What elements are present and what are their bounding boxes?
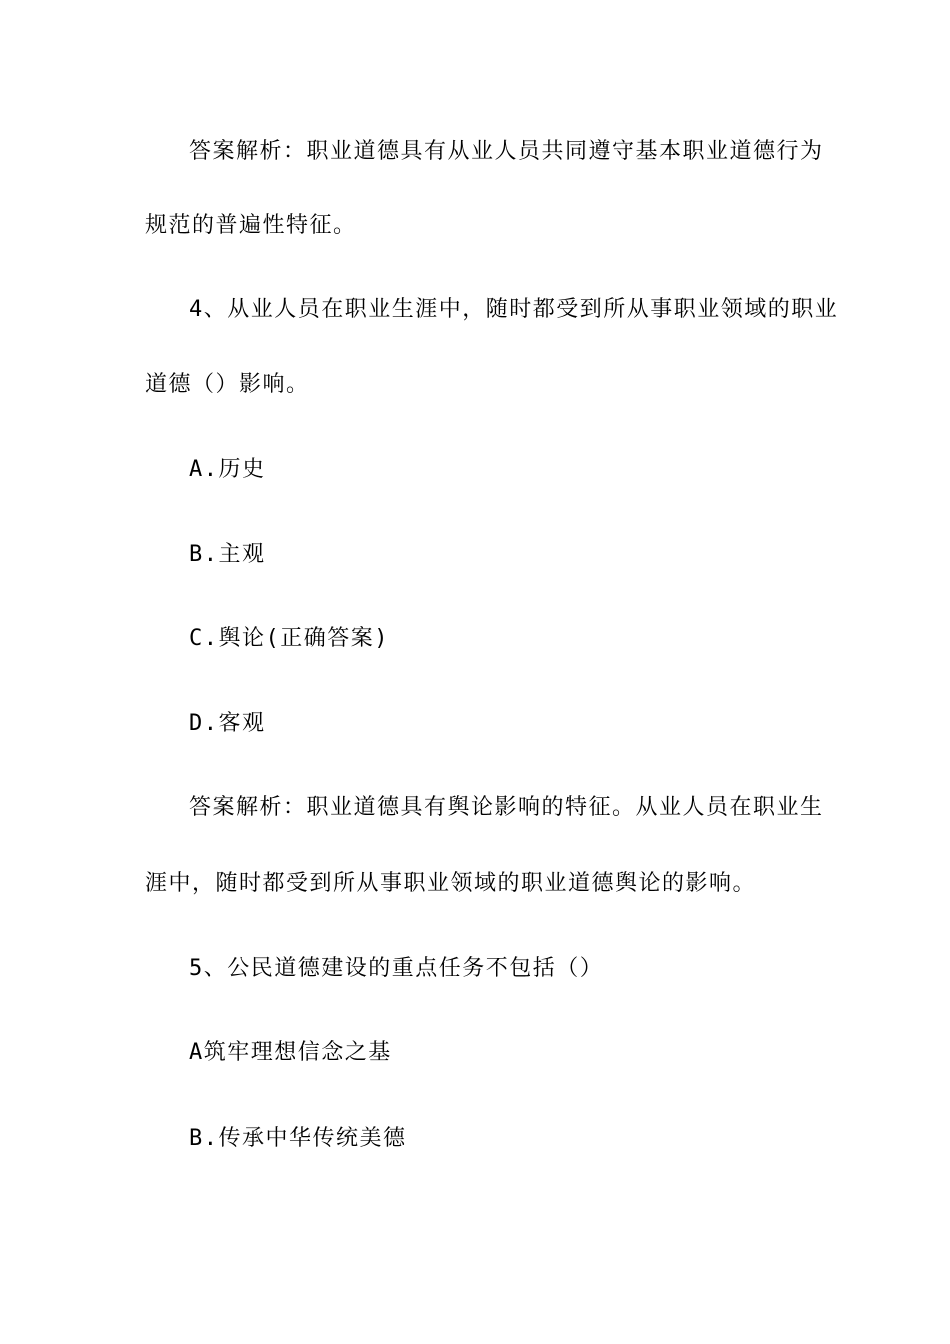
question-4-stem-line-2: 道德（）影响。	[145, 372, 310, 397]
question-5-option-b: B.传承中华传统美德	[189, 1126, 407, 1151]
question-4-option-c: C.舆论(正确答案)	[189, 626, 389, 651]
explanation-q4-line-1: 答案解析：职业道德具有舆论影响的特征。从业人员在职业生	[189, 795, 824, 820]
question-4-option-b: B.主观	[189, 542, 266, 567]
question-4-option-d: D.客观	[189, 711, 266, 736]
question-5-stem: 5、公民道德建设的重点任务不包括（）	[189, 956, 604, 981]
explanation-q3-line-2: 规范的普遍性特征。	[145, 213, 357, 238]
explanation-q4-line-2: 涯中，随时都受到所从事职业领域的职业道德舆论的影响。	[145, 871, 757, 896]
question-5-option-a: A筑牢理想信念之基	[189, 1040, 392, 1065]
question-4-stem-line-1: 4、从业人员在职业生涯中，随时都受到所从事职业领域的职业	[189, 297, 839, 322]
explanation-q3-line-1: 答案解析：职业道德具有从业人员共同遵守基本职业道德行为	[189, 139, 824, 164]
question-4-option-a: A.历史	[189, 457, 266, 482]
